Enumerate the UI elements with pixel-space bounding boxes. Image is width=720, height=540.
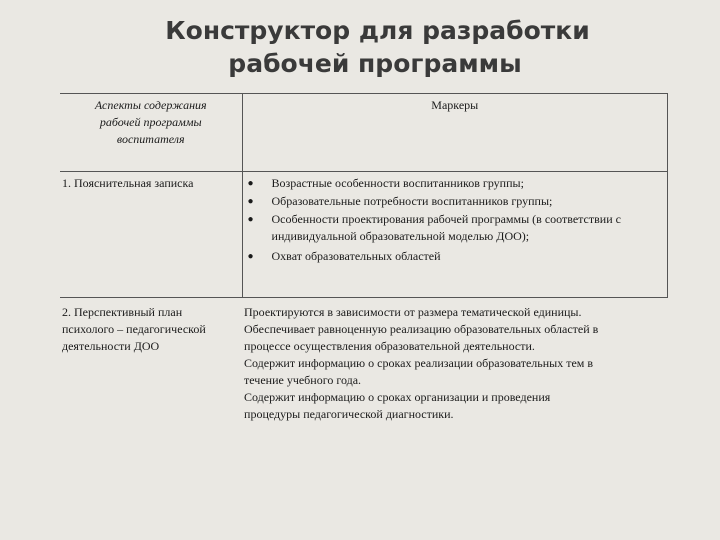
row-aspect-cell xyxy=(60,298,242,424)
table-header-row xyxy=(60,94,668,172)
program-constructor-table xyxy=(60,93,668,423)
header-aspects-line: воспитателя xyxy=(116,132,185,146)
bullet-dot-icon: ● xyxy=(247,196,254,207)
row-aspect-line: 2. Перспективный план xyxy=(62,305,183,319)
list-item-text: Особенности проектирования рабочей программы (в соответствии с индивидуальной образовательной моделью ДОО); xyxy=(271,212,621,243)
bullet-dot-icon: ● xyxy=(247,214,254,225)
list-item xyxy=(245,211,665,245)
header-markers: Маркеры xyxy=(242,94,667,172)
header-aspects-line: рабочей программы xyxy=(99,115,202,129)
list-item xyxy=(245,193,665,210)
row-aspect-line: психолого – педагогической xyxy=(62,322,206,336)
row-description-cell xyxy=(242,298,667,424)
row-description-line: Содержит информацию о сроках организации и проведения xyxy=(244,390,551,404)
header-aspects-line: Аспекты содержания xyxy=(94,98,207,112)
page-title-line-2: рабочей программы xyxy=(228,49,522,78)
row-description-line: Проектируются в зависимости от размера тематической единицы. xyxy=(244,305,582,319)
table-row xyxy=(60,298,668,424)
list-item-text: Возрастные особенности воспитанников группы; xyxy=(271,176,524,190)
list-item xyxy=(245,248,665,265)
bullet-dot-icon: ● xyxy=(247,251,254,262)
list-item-text: Охват образовательных областей xyxy=(271,249,441,263)
row-description-line: течение учебного года. xyxy=(244,373,362,387)
row-description-line: Обеспечивает равноценную реализацию образовательных областей в xyxy=(244,322,599,336)
bullet-dot-icon: ● xyxy=(247,178,254,189)
list-item-text: Образовательные потребности воспитанников группы; xyxy=(271,194,553,208)
header-aspects xyxy=(60,94,242,172)
row-description-line: процессе осуществления образовательной деятельности. xyxy=(244,339,535,353)
list-item xyxy=(245,175,665,192)
markers-list xyxy=(245,175,665,265)
page-title xyxy=(0,14,720,80)
page-title-line-1: Конструктор для разработки xyxy=(165,16,590,45)
row-aspect-cell: 1. Пояснительная записка xyxy=(60,172,242,298)
row-markers-cell xyxy=(242,172,667,298)
row-description-line: Содержит информацию о сроках реализации образовательных тем в xyxy=(244,356,594,370)
row-description-line: процедуры педагогической диагностики. xyxy=(244,407,454,421)
table-row xyxy=(60,172,668,298)
row-aspect-line: деятельности ДОО xyxy=(62,339,160,353)
